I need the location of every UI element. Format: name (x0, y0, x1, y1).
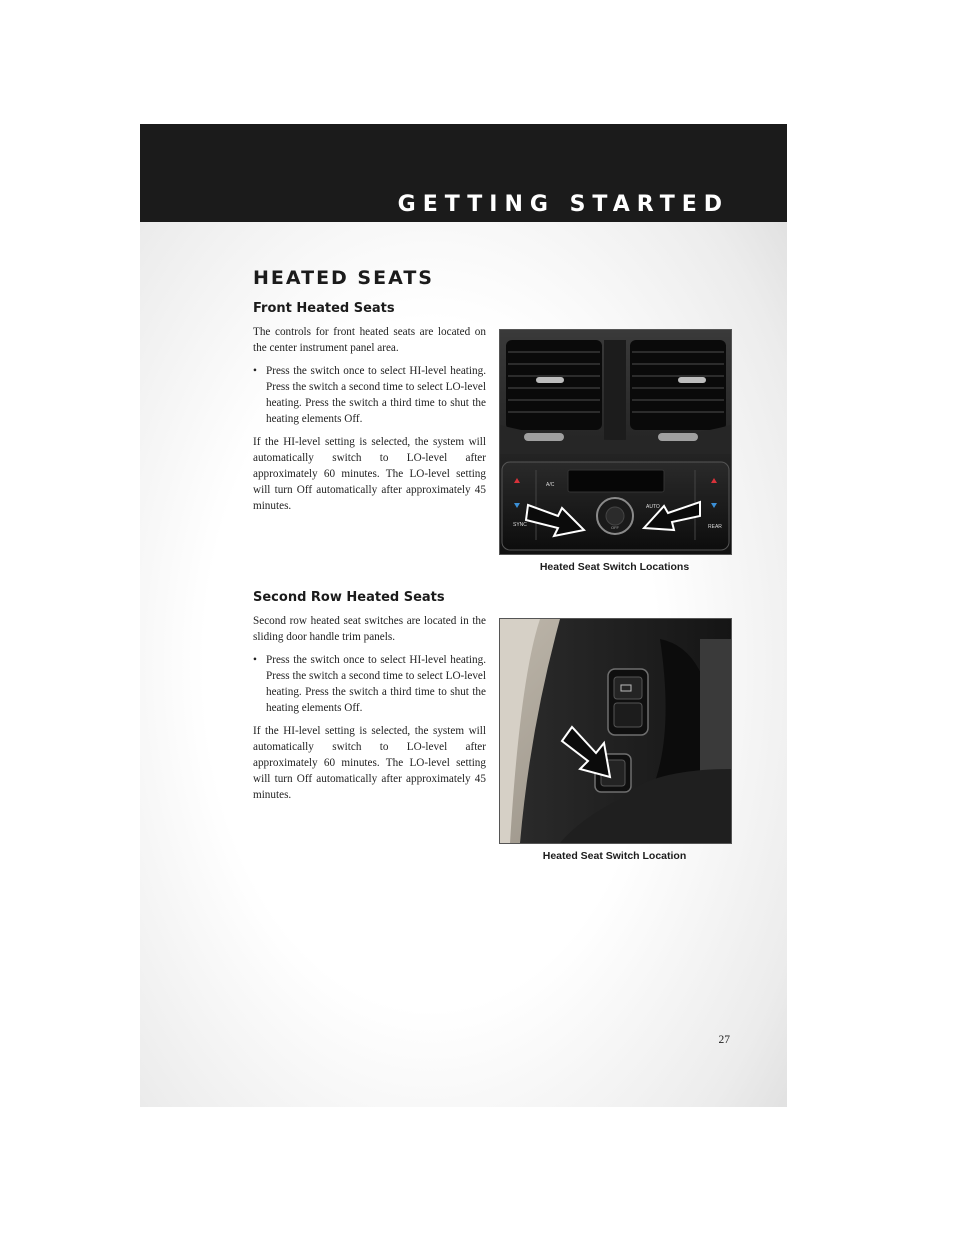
front-note: If the HI-level setting is selected, the system will automatically switch to LO-level after approximately 60 minutes. The LO-level setting will turn Off automatically after approximately 45 minutes. (253, 436, 486, 512)
second-row-heated-seats-title: Second Row Heated Seats (253, 590, 445, 605)
second-switch-photo (499, 618, 732, 844)
ac-label: A/C (546, 482, 555, 488)
header-band (140, 124, 787, 222)
front-intro: The controls for front heated seats are located on the center instrument panel area. (253, 326, 486, 354)
header-title: GETTING STARTED (397, 192, 729, 217)
front-text-block (253, 324, 486, 521)
front-switch-photo (499, 329, 732, 555)
off-label: OFF (611, 525, 619, 530)
second-bullet (253, 652, 486, 716)
bullet-symbol: • (253, 654, 257, 666)
front-photo-caption: Heated Seat Switch Locations (539, 561, 690, 573)
second-photo-caption: Heated Seat Switch Location (542, 850, 687, 862)
sync-label: SYNC (513, 522, 527, 528)
second-intro: Second row heated seat switches are located in the sliding door handle trim panels. (253, 615, 486, 643)
front-bullet-text: Press the switch once to select HI-level heating. Press the switch a second time to select LO-level heating. Press the switch a third time to shut the heating elements Off. (266, 365, 486, 425)
auto-label: AUTO (646, 504, 660, 510)
second-note: If the HI-level setting is selected, the system will automatically switch to LO-level after approximately 60 minutes. The LO-level setting will turn Off automatically after approximately 45 minutes. (253, 725, 486, 801)
front-bullet (253, 363, 486, 427)
rear-label: REAR (708, 524, 722, 530)
second-text-block (253, 613, 486, 810)
front-heated-seats-title: Front Heated Seats (253, 301, 395, 316)
second-bullet-text: Press the switch once to select HI-level heating. Press the switch a second time to select LO-level heating. Press the switch a third time to shut the heating elements Off. (266, 654, 486, 714)
bullet-symbol: • (253, 365, 257, 377)
page-number: 27 (718, 1034, 730, 1046)
section-title: HEATED SEATS (253, 267, 434, 289)
